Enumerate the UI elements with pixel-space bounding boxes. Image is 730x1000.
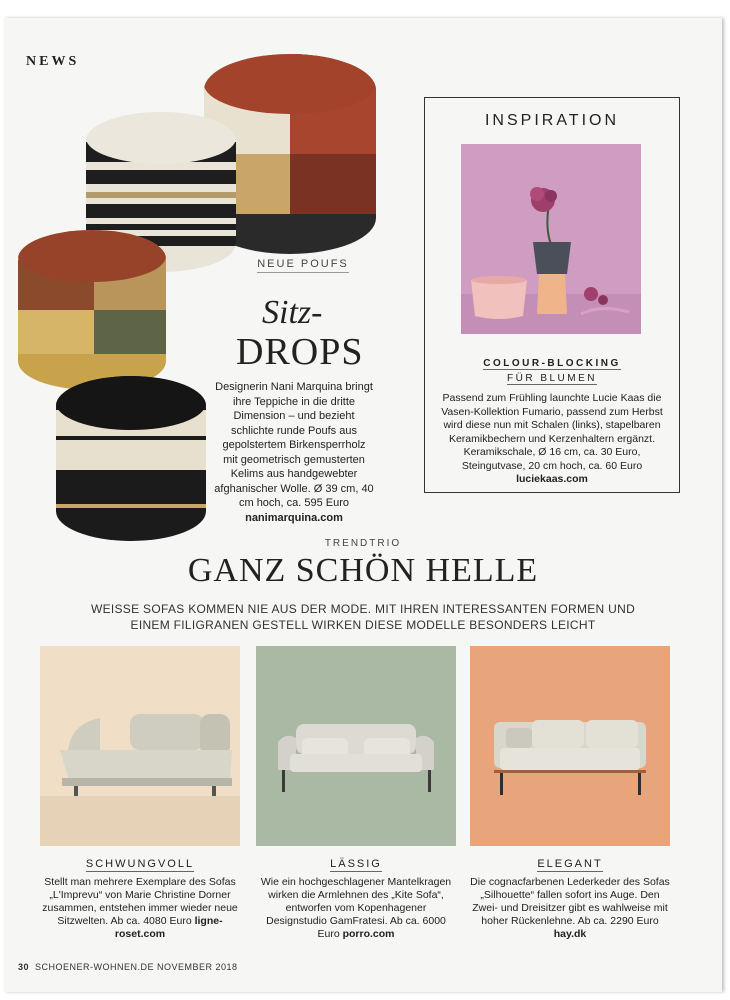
page-footer [18,962,238,972]
pouf-olive [18,230,166,390]
magazine-page [4,18,722,992]
sofa-illustration-2 [256,646,456,846]
trend-intro: WEISSE SOFAS KOMMEN NIE AUS DER MODE. MIT IHREN INTERESSANTEN FORMEN UND EINEM FILIGRANEN GESTELL WIRKEN DIESE MODELLE BESONDERS LEICHT [90,602,636,632]
inspiration-subtitle2: FÜR BLUMEN [506,373,597,384]
poufs-title-line1: Sitz- [262,294,323,331]
page-number: 30 [18,962,30,972]
sofa-body-schwungvoll: Stellt man mehrere Exemplare des Sofas „L'Imprevu“ von Marie Christine Dorner zusammen, entstehen immer wieder neue Sitzwelten. Ab ca. 4080 Euro ligne-roset.com [42,876,238,940]
sofa-body-elegant: Die cognacfarbenen Lederkeder des Sofas „Silhouette“ fallen sofort ins Auge. Den Zwei- und Dreisitzer gibt es wahlweise mit hoher Rückenlehne. Ab ca. 2290 Euro hay.dk [470,876,670,940]
sofa-photo-schwungvoll [40,646,240,846]
vases-illustration [461,144,641,334]
sofa-link-elegant[interactable]: hay.dk [553,928,587,940]
pouf-front [56,376,206,541]
poufs-title-line2: DROPS [236,331,364,373]
sofa-label-elegant: ELEGANT [537,858,603,870]
inspiration-title: INSPIRATION [484,112,620,129]
inspiration-body: Passend zum Frühling launchte Lucie Kaas die Vasen-Kollektion Fumario, passend zum Herbst wird diese nun mit Schalen (links), stapelbaren Keramikbechern und Kerzenhaltern ergänzt. Keramikschale, Ø 16 cm, ca. 30 Euro, Steingutvase, 20 cm hoch, ca. 60 Euro luciekaas.com [441,392,663,485]
sofa-photo-elegant [470,646,670,846]
sofa-link-laessig[interactable]: porro.com [342,928,395,940]
section-tag: NEWS [26,54,80,69]
sofa-photo-laessig [256,646,456,846]
sofa-illustration-3 [470,646,670,846]
sofa-illustration-1 [40,646,240,846]
footer-text: SCHOENER-WOHNEN.DE NOVEMBER 2018 [35,962,238,972]
sofa-label-laessig: LÄSSIG [330,858,382,870]
inspiration-link[interactable]: luciekaas.com [516,473,588,485]
trend-title: GANZ SCHÖN HELLE [187,552,539,589]
poufs-body: Designerin Nani Marquina bringt ihre Teppiche in die dritte Dimension – und bezieht schlichte runde Poufs aus gepolstertem Birkensperrholz mit geometrisch gemusterten Kelims aus handgewebter afghanischer Wolle. Ø 39 cm, 40 cm hoch, ca. 595 Euro nanimarquina.com [214,381,374,524]
sofa-link-schwungvoll[interactable]: ligne-roset.com [114,915,223,940]
inspiration-subtitle1: COLOUR-BLOCKING [483,358,621,369]
vases-photo [461,144,641,334]
sofa-body-laessig: Wie ein hochgeschlagener Mantelkragen wirken die Armlehnen des „Kite Sofa“, entworfen vom Kopenhagener Designstudio GamFratesi. Ab ca. 6000 Euro porro.com [260,876,452,940]
sofa-label-schwungvoll: SCHWUNGVOLL [85,858,195,870]
inspiration-box [424,97,680,493]
trend-kicker: TRENDTRIO [324,538,402,549]
poufs-kicker: NEUE POUFS [244,258,362,270]
poufs-link[interactable]: nanimarquina.com [245,511,343,524]
